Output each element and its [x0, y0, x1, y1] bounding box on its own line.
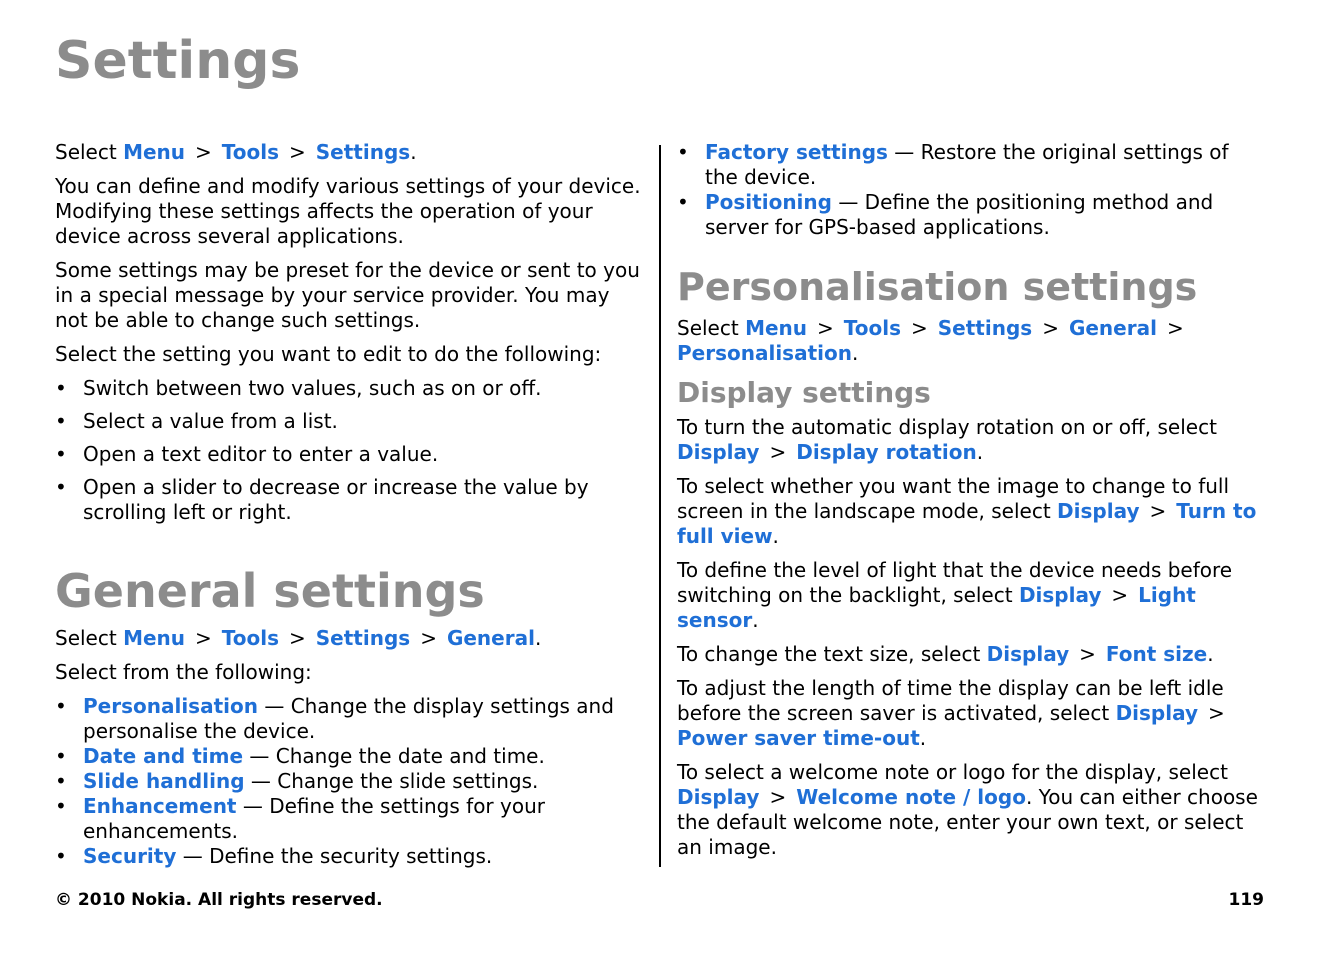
menu-link[interactable]: Menu — [123, 625, 186, 650]
general-nav-path: Select Menu > Tools > Settings > General. — [55, 625, 542, 650]
slide-handling-link[interactable]: Slide handling — [83, 768, 245, 793]
right-column — [677, 140, 1267, 869]
page-title: Settings — [55, 31, 301, 91]
font-size-paragraph: To change the text size, select Display > Font size. — [677, 642, 1214, 667]
display-rotation-link[interactable]: Display rotation — [796, 440, 977, 465]
settings-preset-paragraph: Some settings may be preset for the device or sent to you in a special message by your service provider. You may not be able to change such settings. — [55, 258, 640, 332]
settings-link[interactable]: Settings — [937, 315, 1033, 340]
display-link[interactable]: Display — [677, 785, 760, 810]
copyright-footer: © 2010 Nokia. All rights reserved. — [55, 890, 383, 910]
list-item: • Security — Define the security settings. — [55, 844, 647, 869]
display-link[interactable]: Display — [677, 440, 760, 465]
display-rotation-paragraph: To turn the automatic display rotation on or off, select Display > Display rotation. — [677, 415, 1217, 465]
general-settings-heading: General settings — [55, 564, 485, 618]
settings-intro-paragraph: You can define and modify various settings of your device. Modifying these settings affects the operation of your device across several applications. — [55, 174, 641, 248]
personalisation-settings-heading: Personalisation settings — [677, 265, 1198, 309]
list-item: • Personalisation — Change the display settings and personalise the device. — [55, 694, 647, 744]
full-view-paragraph: To select whether you want the image to change to full screen in the landscape mode, select Display > Turn to full view. — [677, 474, 1257, 549]
list-item: • Open a slider to decrease or increase the value by scrolling left or right. — [55, 475, 647, 525]
general-options-list — [55, 694, 647, 869]
turn-to-full-view-link[interactable]: Turn to full view — [677, 499, 1257, 549]
column-divider — [659, 145, 661, 867]
settings-link[interactable]: Settings — [315, 140, 411, 164]
factory-settings-link[interactable]: Factory settings — [705, 140, 888, 164]
power-saver-time-out-link[interactable]: Power saver time-out — [677, 726, 920, 751]
display-settings-heading: Display settings — [677, 375, 931, 409]
tools-link[interactable]: Tools — [221, 625, 280, 650]
menu-link[interactable]: Menu — [745, 315, 808, 340]
list-item: • Open a text editor to enter a value. — [55, 442, 647, 467]
settings-bullet-list — [55, 376, 647, 525]
power-saver-paragraph: To adjust the length of time the display can be left idle before the screen saver is activated, select Display >Power saver time-out. — [677, 676, 1225, 751]
list-item: • Slide handling — Change the slide settings. — [55, 769, 647, 794]
display-link[interactable]: Display — [986, 642, 1070, 667]
personalisation-nav-path: Select Menu > Tools > Settings > General >Personalisation. — [677, 315, 1184, 365]
general-intro: Select from the following: — [55, 659, 312, 684]
list-item: • Select a value from a list. — [55, 409, 647, 434]
settings-link[interactable]: Settings — [315, 625, 411, 650]
font-size-link[interactable]: Font size — [1105, 642, 1208, 667]
welcome-note-logo-link[interactable]: Welcome note / logo — [796, 785, 1026, 810]
page-number: 119 — [1228, 890, 1264, 910]
general-options-list-continued — [677, 140, 1267, 240]
light-sensor-link[interactable]: Light sensor — [677, 583, 1196, 633]
display-link[interactable]: Display — [1018, 583, 1102, 608]
list-item: • Date and time — Change the date and time. — [55, 744, 647, 769]
date-and-time-link[interactable]: Date and time — [83, 743, 244, 768]
general-link[interactable]: General — [446, 625, 535, 650]
personalisation-link[interactable]: Personalisation — [83, 693, 258, 718]
left-column — [55, 140, 647, 869]
tools-link[interactable]: Tools — [221, 140, 280, 164]
personalisation-link[interactable]: Personalisation — [677, 340, 852, 365]
tools-link[interactable]: Tools — [843, 315, 902, 340]
list-item: • Positioning — Define the positioning method and server for GPS-based applications. — [677, 190, 1267, 240]
list-item: • Enhancement — Define the settings for your enhancements. — [55, 794, 647, 844]
general-link[interactable]: General — [1068, 315, 1157, 340]
enhancement-link[interactable]: Enhancement — [83, 793, 237, 818]
security-link[interactable]: Security — [83, 843, 177, 868]
display-link[interactable]: Display — [1057, 499, 1140, 524]
display-link[interactable]: Display — [1115, 701, 1199, 726]
settings-select-paragraph: Select the setting you want to edit to do the following: — [55, 342, 602, 366]
light-sensor-paragraph: To define the level of light that the device needs before switching on the backlight, select Display > Light sensor. — [677, 558, 1233, 633]
positioning-link[interactable]: Positioning — [705, 190, 832, 214]
list-item: • Switch between two values, such as on or off. — [55, 376, 647, 401]
settings-nav-path: Select Menu > Tools > Settings. — [55, 140, 417, 164]
welcome-note-paragraph: To select a welcome note or logo for the display, select Display > Welcome note / logo. You can either choose the default welcome note, enter your own text, or select an image. — [677, 760, 1258, 860]
menu-link[interactable]: Menu — [123, 140, 186, 164]
list-item: • Factory settings — Restore the original settings of the device. — [677, 140, 1267, 190]
